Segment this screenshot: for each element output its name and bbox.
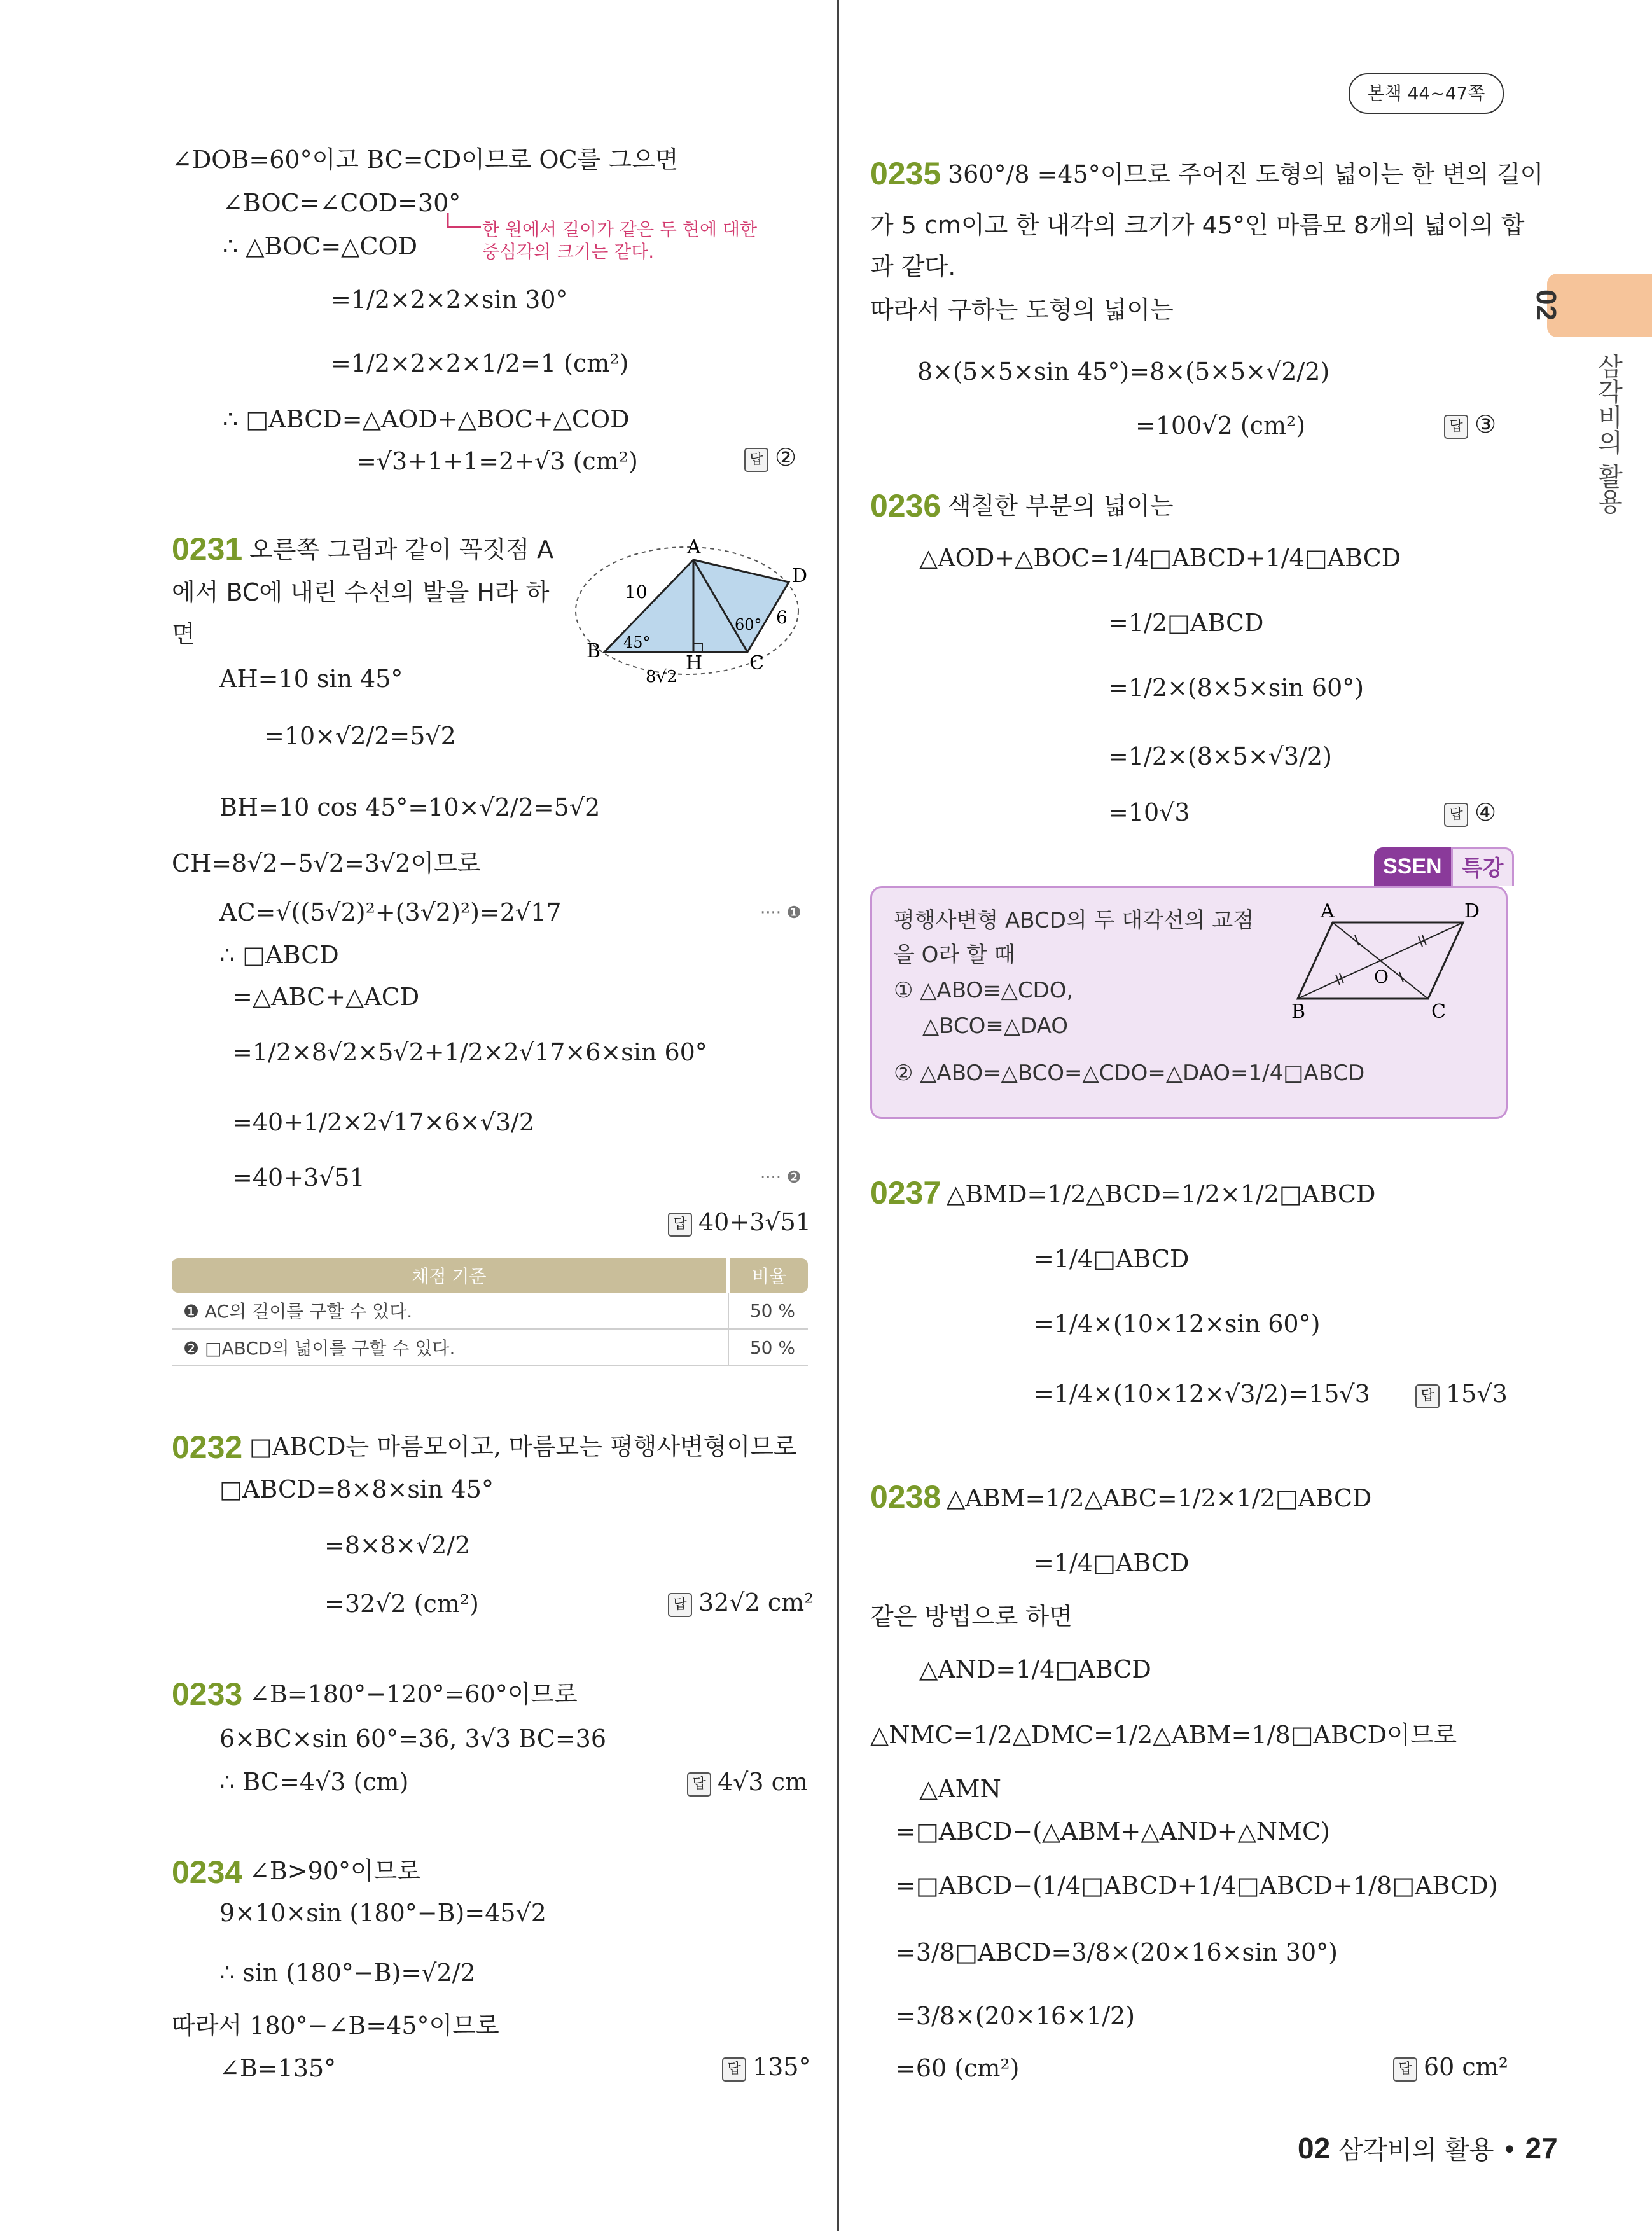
problem-number-0235: 0235 [870, 156, 941, 191]
answer-mark-icon: 답 [744, 448, 768, 472]
p0236-line-4: =1/2×(8×5×sin 60°) [1108, 674, 1364, 702]
ssen-fig-label-o: O [1374, 966, 1389, 987]
intro-note-line-1: 한 원에서 길이가 같은 두 현에 대한 [482, 219, 758, 240]
p0238-line-5: △NMC=1/2△DMC=1/2△ABM=1/8□ABCD이므로 [870, 1721, 1457, 1749]
p0232-line-2: □ABCD=8×8×sin 45° [219, 1475, 494, 1503]
p0231-line-3: 면 [172, 620, 195, 648]
intro-line-6: ∴ □ABCD=△AOD+△BOC+△COD [223, 405, 630, 433]
p0235-line-1: 360°/8 =45°이므로 주어진 도형의 넓이는 한 변의 길이 [948, 160, 1544, 188]
p0238-answer-value: 60 cm² [1424, 2053, 1508, 2081]
p0237-line-2: =1/4□ABCD [1034, 1245, 1190, 1273]
p0233-line-2: 6×BC×sin 60°=36, 3√3 BC=36 [219, 1725, 607, 1753]
fig-angle-60: 60° [735, 616, 762, 634]
grading-row [172, 1293, 808, 1329]
p0238-line-8: =□ABCD−(1/4□ABCD+1/4□ABCD+1/8□ABCD) [896, 1872, 1498, 1900]
ssen-line-4: △BCO≡△DAO [922, 1013, 1069, 1039]
ssen-fig-label-b: B [1291, 1001, 1306, 1023]
footer-page-number: 27 [1525, 2132, 1558, 2165]
p0234-line-1: ∠B>90°이므로 [249, 1857, 421, 1885]
p0234-line-3: ∴ sin (180°−B)=√2/2 [219, 1959, 476, 1987]
parallelogram-figure [1279, 897, 1495, 1024]
grading-header-criteria: 채점 기준 [172, 1258, 728, 1293]
p0231-line-11: =1/2×8√2×5√2+1/2×2√17×6×sin 60° [232, 1038, 707, 1066]
step-marker-1: ···· ❶ [760, 903, 802, 922]
intro-answer-value: ② [775, 443, 797, 471]
fig-side-6: 6 [776, 607, 788, 628]
p0237-answer-value: 15√3 [1446, 1380, 1508, 1408]
p0232-line-3: =8×8×√2/2 [324, 1531, 471, 1559]
answer-mark-icon: 답 [1415, 1384, 1440, 1408]
answer-mark-icon: 답 [1444, 415, 1468, 439]
p0238-answer [1393, 2055, 1508, 2082]
ssen-line-2: 을 O라 할 때 [894, 942, 1015, 968]
chapter-side-tab [1547, 274, 1652, 337]
problem-number-0232: 0232 [172, 1429, 243, 1465]
fig-label-b: B [587, 640, 601, 662]
grading-row-1-text: ❶ AC의 길이를 구할 수 있다. [172, 1293, 728, 1329]
step-marker-2: ···· ❷ [760, 1168, 802, 1187]
p0231-line-2: 에서 BC에 내린 수선의 발을 H라 하 [172, 578, 550, 606]
intro-note-line-2: 중심각의 크기는 같다. [482, 241, 655, 262]
ssen-fig-label-a: A [1321, 900, 1335, 922]
ssen-tag-brand: SSEN [1374, 847, 1451, 886]
ssen-special-tag [1374, 847, 1514, 886]
fig-angle-45: 45° [623, 634, 651, 651]
p0238-line-11: =60 (cm²) [896, 2054, 1020, 2082]
intro-line-4: =1/2×2×2×sin 30° [331, 286, 568, 314]
grading-row-2-text: ❷ □ABCD의 넓이를 구할 수 있다. [172, 1329, 728, 1366]
p0236-line-5: =1/2×(8×5×√3/2) [1108, 742, 1332, 770]
ssen-line-1: 평행사변형 ABCD의 두 대각선의 교점 [894, 908, 1254, 933]
p0233-line-1: ∠B=180°−120°=60°이므로 [249, 1680, 578, 1708]
p0235-line-3: 과 같다. [870, 253, 956, 281]
p0231-line-6: BH=10 cos 45°=10×√2/2=5√2 [219, 793, 600, 821]
book-page-reference: 본책 44~47쪽 [1349, 73, 1504, 114]
problem-number-0233: 0233 [172, 1676, 243, 1712]
fig-label-h: H [686, 652, 703, 674]
p0232-answer [668, 1590, 814, 1617]
intro-line-7: =√3+1+1=2+√3 (cm²) [356, 447, 638, 475]
p0233-answer [687, 1770, 808, 1797]
p0235-answer-value: ③ [1475, 410, 1497, 438]
fig-label-d: D [792, 565, 808, 587]
p0235-line-5: 8×(5×5×sin 45°)=8×(5×5×√2/2) [917, 358, 1330, 386]
intro-line-2: ∠BOC=∠COD=30° [223, 189, 461, 217]
p0231-line-5: =10×√2/2=5√2 [264, 722, 456, 750]
p0231-answer [668, 1210, 811, 1237]
p0238-line-9: =3/8□ABCD=3/8×(20×16×sin 30°) [896, 1938, 1338, 1966]
p0234-answer [722, 2055, 811, 2082]
p0232-line-1: □ABCD는 마름모이고, 마름모는 평행사변형이므로 [249, 1433, 797, 1461]
note-arrow-icon [445, 213, 483, 239]
p0237-line-3: =1/4×(10×12×sin 60°) [1034, 1310, 1321, 1338]
fig-side-10: 10 [625, 581, 648, 602]
chapter-tab-label: 삼각비의 활용 [1593, 353, 1623, 514]
p0238-line-1: △ABM=1/2△ABC=1/2×1/2□ABCD [947, 1484, 1372, 1512]
p0238-line-4: △AND=1/4□ABCD [919, 1655, 1151, 1683]
p0237-answer [1415, 1382, 1508, 1408]
grading-row [172, 1329, 808, 1366]
p0238-line-7: =□ABCD−(△ABM+△AND+△NMC) [896, 1817, 1330, 1845]
p0231-line-10: =△ABC+△ACD [232, 983, 420, 1011]
p0236-answer-value: ④ [1475, 798, 1497, 826]
page-footer [1298, 2130, 1558, 2166]
p0232-line-4: =32√2 (cm²) [324, 1590, 479, 1618]
fig-label-a: A [687, 536, 701, 559]
p0234-line-5: ∠B=135° [219, 2054, 337, 2082]
intro-line-3: ∴ △BOC=△COD [223, 232, 418, 260]
p0231-line-13: =40+3√51 [232, 1164, 365, 1192]
p0235-answer [1444, 412, 1496, 439]
ssen-fig-label-d: D [1464, 900, 1480, 922]
p0238-line-6: △AMN [919, 1775, 1001, 1803]
grading-header-ratio: 비율 [728, 1258, 808, 1293]
intro-note [482, 218, 757, 263]
p0231-line-1: 오른쪽 그림과 같이 꼭짓점 A [249, 536, 554, 564]
p0238-line-3: 같은 방법으로 하면 [870, 1602, 1072, 1630]
p0235-line-6: =100√2 (cm²) [1135, 412, 1306, 440]
grading-row-2-pct: 50 % [728, 1329, 808, 1366]
p0232-answer-value: 32√2 cm² [698, 1588, 814, 1616]
column-divider [837, 0, 839, 2231]
answer-mark-icon: 답 [668, 1593, 692, 1617]
chapter-tab-number: 02 [1531, 289, 1562, 321]
problem-number-0236: 0236 [870, 488, 941, 524]
ssen-fig-label-c: C [1431, 1001, 1446, 1023]
p0231-line-4: AH=10 sin 45° [219, 665, 403, 693]
p0235-line-2: 가 5 cm이고 한 내각의 크기가 45°인 마름모 8개의 넓이의 합 [870, 211, 1525, 239]
problem-number-0237: 0237 [870, 1175, 941, 1211]
intro-line-5: =1/2×2×2×1/2=1 (cm²) [331, 349, 629, 377]
p0237-line-4: =1/4×(10×12×√3/2)=15√3 [1034, 1380, 1370, 1408]
ssen-line-3: ① △ABO≡△CDO, [894, 978, 1074, 1003]
p0236-line-6: =10√3 [1108, 798, 1190, 826]
fig-side-8r2: 8√2 [646, 667, 677, 686]
answer-mark-icon: 답 [687, 1772, 711, 1797]
p0231-line-9: ∴ □ABCD [219, 941, 339, 969]
answer-mark-icon: 답 [668, 1213, 692, 1237]
ssen-tag-label: 특강 [1451, 847, 1515, 886]
p0234-line-2: 9×10×sin (180°−B)=45√2 [219, 1899, 546, 1927]
p0238-line-2: =1/4□ABCD [1034, 1549, 1190, 1577]
p0236-line-3: =1/2□ABCD [1108, 609, 1264, 637]
problem-number-0231: 0231 [172, 531, 243, 567]
p0233-answer-value: 4√3 cm [718, 1768, 808, 1796]
p0238-line-10: =3/8×(20×16×1/2) [896, 2002, 1135, 2030]
intro-answer [744, 445, 796, 472]
p0231-line-12: =40+1/2×2√17×6×√3/2 [232, 1108, 534, 1136]
p0236-line-2: △AOD+△BOC=1/4□ABCD+1/4□ABCD [919, 544, 1401, 572]
p0236-answer [1444, 800, 1496, 827]
p0233-line-3: ∴ BC=4√3 (cm) [219, 1768, 409, 1796]
grading-table [172, 1258, 808, 1366]
problem-number-0234: 0234 [172, 1854, 243, 1890]
answer-mark-icon: 답 [1444, 803, 1468, 827]
quadrilateral-figure [573, 528, 808, 693]
p0237-line-1: △BMD=1/2△BCD=1/2×1/2□ABCD [947, 1180, 1376, 1208]
p0231-answer-value: 40+3√51 [698, 1208, 811, 1236]
ssen-line-5: ② △ABO=△BCO=△CDO=△DAO=1/4□ABCD [894, 1060, 1365, 1086]
p0231-line-8: AC=√((5√2)²+(3√2)²)=2√17 [219, 898, 562, 926]
p0235-line-4: 따라서 구하는 도형의 넓이는 [870, 296, 1174, 324]
problem-number-0238: 0238 [870, 1479, 941, 1515]
grading-row-1-pct: 50 % [728, 1293, 808, 1329]
intro-line-1: ∠DOB=60°이고 BC=CD이므로 OC를 그으면 [172, 146, 679, 174]
footer-title: 삼각비의 활용 • [1338, 2136, 1517, 2165]
p0234-answer-value: 135° [753, 2053, 811, 2081]
answer-mark-icon: 답 [1393, 2057, 1417, 2082]
fig-label-c: C [749, 652, 764, 674]
footer-chapter: 02 [1298, 2132, 1331, 2165]
p0236-line-1: 색칠한 부분의 넓이는 [948, 492, 1174, 520]
answer-mark-icon: 답 [722, 2057, 746, 2082]
p0231-line-7: CH=8√2−5√2=3√2이므로 [172, 849, 481, 877]
p0234-line-4: 따라서 180°−∠B=45°이므로 [172, 2012, 499, 2040]
